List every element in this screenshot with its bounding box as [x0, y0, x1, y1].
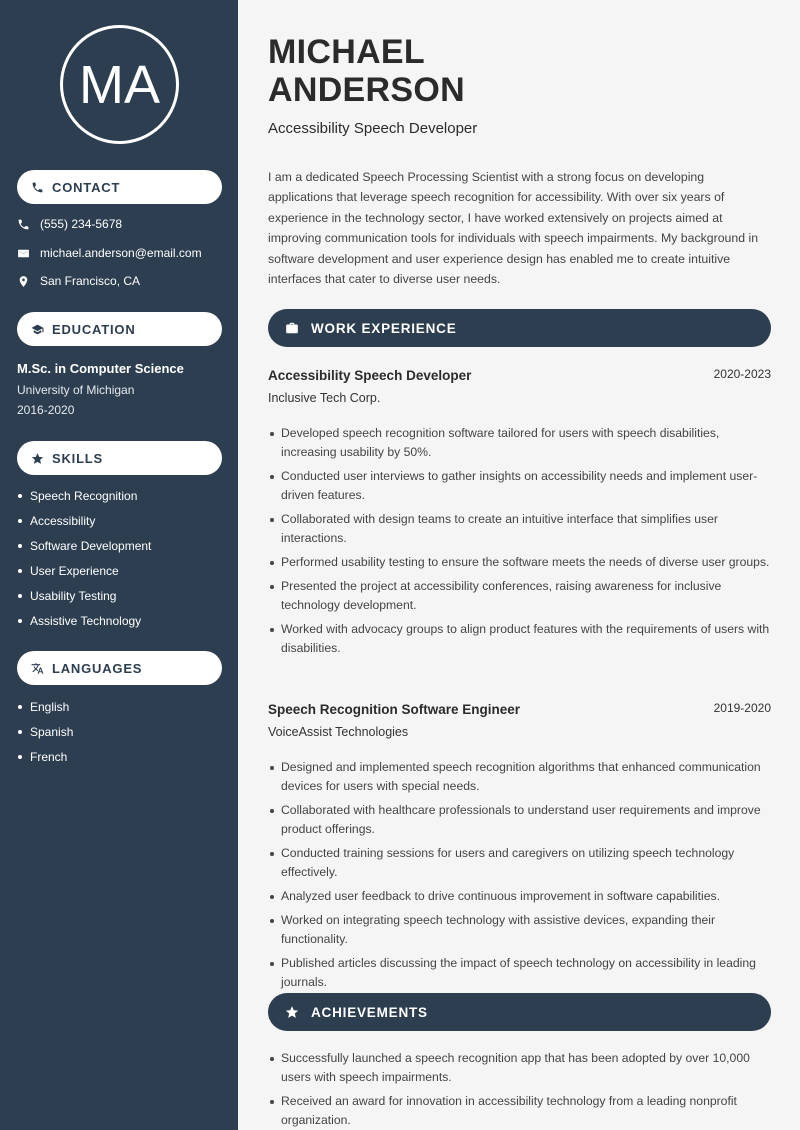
sidebar: [0, 0, 238, 1130]
avatar: MA: [60, 25, 179, 144]
skills-list: [17, 488, 151, 638]
list-item: Worked on integrating speech technology with assistive devices, expanding their functionality.: [268, 911, 771, 949]
summary-paragraph: I am a dedicated Speech Processing Scientist with a strong focus on developing applications that leverage speech recognition for accessibility. With over six years of experience in the technology sector, I have worked extensively on projects aimed at improving communication tools for individuals with speech impairments. My background in software development and user experience design has enabled me to create intuitive interfaces that cater to diverse user needs.: [268, 170, 759, 287]
list-item: Speech Recognition: [17, 488, 151, 513]
list-item: Designed and implemented speech recognition algorithms that enhanced communication devices for users with special needs.: [268, 758, 771, 796]
list-item: Usability Testing: [17, 588, 151, 613]
education-heading: EDUCATION: [17, 312, 222, 346]
job-title: Speech Recognition Software Engineer: [268, 702, 521, 717]
job-bullets: [268, 424, 771, 663]
job-bullets: [268, 758, 771, 997]
list-item: Successfully launched a speech recognition app that has been adopted by over 10,000 users with speech impairments.: [268, 1049, 771, 1087]
achievements-heading: ACHIEVEMENTS: [268, 993, 771, 1031]
achievements-list: [268, 1049, 771, 1130]
job-dates: 2019-2020: [713, 701, 771, 715]
graduation-cap-icon: [31, 323, 44, 336]
contact-phone: (555) 234-5678: [17, 217, 122, 231]
list-item: Conducted user interviews to gather insights on accessibility needs and implement user-driven features.: [268, 467, 771, 505]
work-experience-heading: WORK EXPERIENCE: [268, 309, 771, 347]
languages-list: [17, 699, 73, 774]
list-item: English: [17, 699, 73, 724]
star-icon: [31, 452, 44, 465]
contact-email[interactable]: michael.anderson@email.com: [17, 246, 202, 260]
contact-location: San Francisco, CA: [17, 274, 140, 288]
list-item: Presented the project at accessibility conferences, raising awareness for inclusive technology development.: [268, 577, 771, 615]
page-subtitle: Accessibility Speech Developer: [268, 120, 478, 137]
list-item: Conducted training sessions for users and caregivers on utilizing speech technology effectively.: [268, 844, 771, 882]
phone-icon: [17, 218, 30, 231]
list-item: Worked with advocacy groups to align product features with the requirements of users with disabilities.: [268, 620, 771, 658]
job-dates: 2020-2023: [713, 367, 771, 381]
location-pin-icon: [17, 275, 30, 288]
list-item: Accessibility: [17, 513, 151, 538]
translate-icon: [31, 662, 44, 675]
mail-icon: [17, 247, 30, 260]
list-item: Assistive Technology: [17, 613, 151, 638]
list-item: French: [17, 749, 73, 774]
list-item: Collaborated with healthcare professionals to understand user requirements and improve product offerings.: [268, 801, 771, 839]
list-item: Published articles discussing the impact of speech technology on accessibility in leading journals.: [268, 954, 771, 992]
list-item: Spanish: [17, 724, 73, 749]
languages-heading: LANGUAGES: [17, 651, 222, 685]
list-item: Software Development: [17, 538, 151, 563]
education-years: 2016-2020: [17, 403, 75, 417]
candidate-name: [268, 33, 465, 109]
contact-heading: CONTACT: [17, 170, 222, 204]
list-item: Analyzed user feedback to drive continuous improvement in software capabilities.: [268, 887, 771, 906]
list-item: Collaborated with design teams to create an intuitive interface that simplifies user interactions.: [268, 510, 771, 548]
job-title: Accessibility Speech Developer: [268, 368, 472, 383]
star-icon: [285, 1005, 299, 1019]
list-item: Received an award for innovation in accessibility technology from a leading nonprofit organization.: [268, 1092, 771, 1130]
list-item: User Experience: [17, 563, 151, 588]
education-school: University of Michigan: [17, 383, 135, 397]
phone-icon: [31, 181, 44, 194]
list-item: Developed speech recognition software tailored for users with speech disabilities, increasing usability by 50%.: [268, 424, 771, 462]
skills-heading: SKILLS: [17, 441, 222, 475]
first-name: MICHAEL: [268, 33, 425, 71]
last-name: ANDERSON: [268, 71, 465, 109]
job-company: VoiceAssist Technologies: [268, 725, 409, 739]
list-item: Performed usability testing to ensure the software meets the needs of diverse user groups.: [268, 553, 771, 572]
briefcase-icon: [285, 321, 299, 335]
job-company: Inclusive Tech Corp.: [268, 391, 381, 405]
education-degree: M.Sc. in Computer Science: [17, 361, 184, 376]
